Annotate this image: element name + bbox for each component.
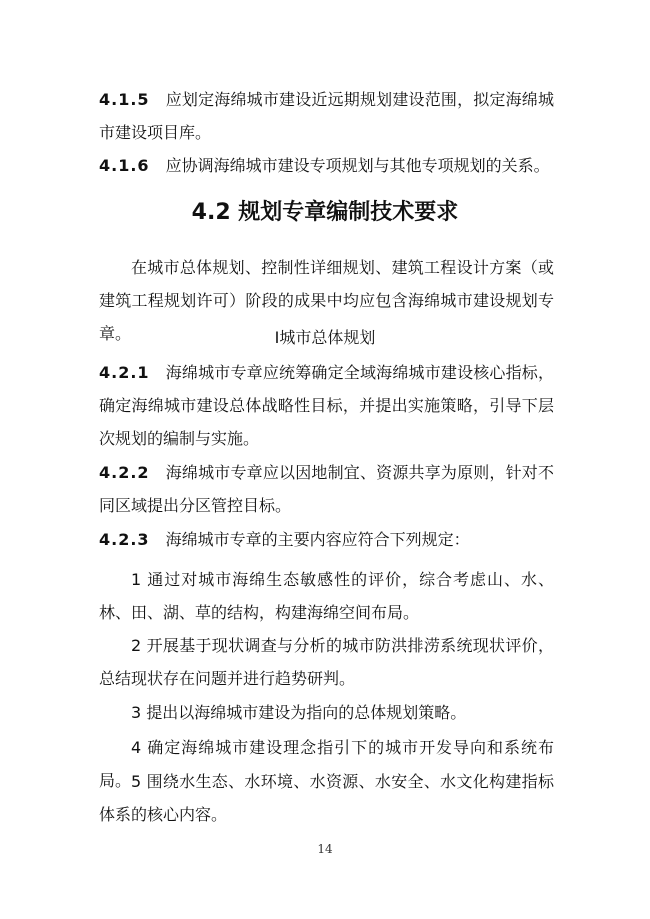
clause-number: 4.1.6	[99, 156, 150, 175]
clause-4-2-3	[99, 523, 554, 556]
clause-text: 海绵城市专章应统筹确定全域海绵城市建设核心指标，确定海绵城市建设总体战略性目标，并提出实施策略，引导下层次规划的编制与实施。	[99, 363, 554, 448]
clause-number: 4.1.5	[99, 90, 150, 109]
clause-text: 应协调海绵城市建设专项规划与其他专项规划的关系。	[165, 156, 550, 175]
section-title: 4.2 规划专章编制技术要求	[191, 200, 459, 225]
list-item: 3 提出以海绵城市建设为指向的总体规划策略。	[131, 703, 467, 722]
clause-4-2-1	[99, 356, 554, 455]
clause-text: 海绵城市专章的主要内容应符合下列规定：	[165, 530, 470, 549]
intro-paragraph: 在城市总体规划、控制性详细规划、建筑工程设计方案（或建筑工程规划许可）阶段的成果中均应包含海绵城市建设规划专章。	[99, 258, 554, 343]
list-item: 2 开展基于现状调查与分析的城市防洪排涝系统现状评价，总结现状存在问题并进行趋势研判。	[99, 636, 554, 688]
subsection-title: Ⅰ城市总体规划	[274, 328, 376, 347]
clause-4-2-2	[99, 456, 554, 522]
clause-number: 4.2.3	[99, 530, 150, 549]
list-item: 4 确定海绵城市建设理念指引下的城市开发导向和系统布局。	[99, 738, 554, 790]
clause-4-1-6	[99, 149, 554, 182]
list-item: 1 通过对城市海绵生态敏感性的评价，综合考虑山、水、林、田、湖、草的结构，构建海绵空间布局。	[99, 570, 554, 622]
list-item: 5 围绕水生态、水环境、水资源、水安全、水文化构建指标体系的核心内容。	[99, 772, 554, 824]
page-number: 14	[317, 842, 333, 856]
clause-number: 4.2.2	[99, 463, 150, 482]
clause-number: 4.2.1	[99, 363, 150, 382]
clause-text: 海绵城市专章应以因地制宜、资源共享为原则，针对不同区域提出分区管控目标。	[99, 463, 554, 515]
clause-text: 应划定海绵城市建设近远期规划建设范围，拟定海绵城市建设项目库。	[99, 90, 554, 142]
clause-4-1-5	[99, 83, 554, 149]
